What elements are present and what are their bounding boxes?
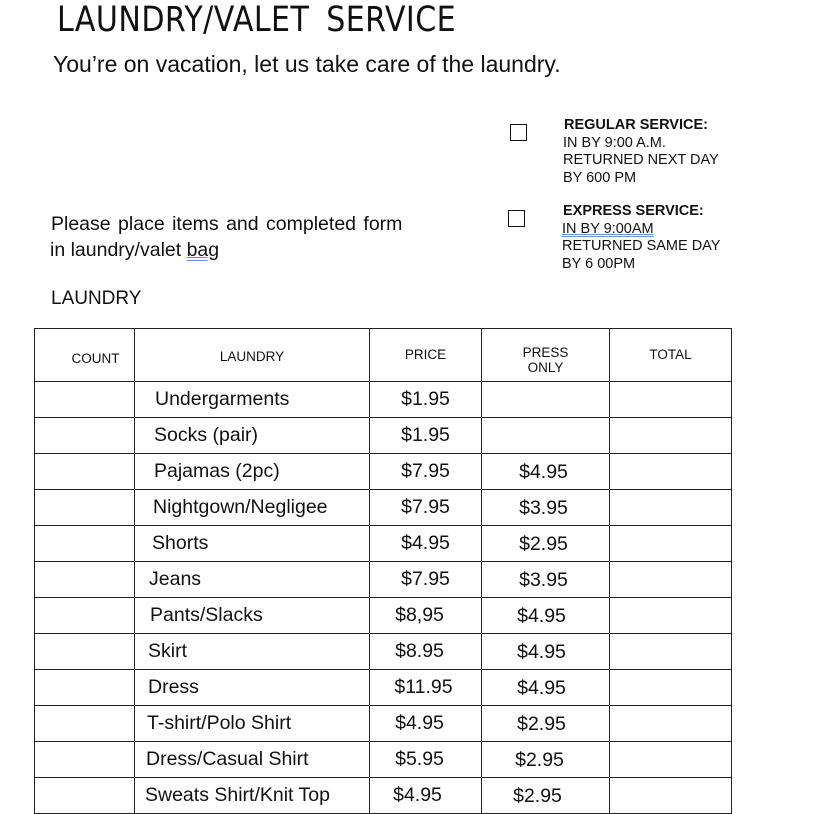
item-press-price: $2.95 (482, 742, 610, 778)
count-cell[interactable] (35, 562, 135, 598)
count-cell[interactable] (35, 742, 135, 778)
item-price: $5.95 (370, 742, 482, 778)
item-price: $1.95 (370, 382, 482, 418)
item-name: Dress/Casual Shirt (135, 742, 370, 778)
header-price: PRICE (370, 329, 482, 382)
count-cell[interactable] (35, 706, 135, 742)
count-cell[interactable] (35, 382, 135, 418)
total-cell[interactable] (610, 490, 732, 526)
express-service-checkbox[interactable] (508, 210, 525, 227)
section-label-laundry: LAUNDRY (51, 288, 142, 309)
regular-service-line: IN BY 9:00 A.M. (563, 134, 666, 151)
total-cell[interactable] (610, 742, 732, 778)
express-service-info (562, 203, 720, 273)
table-row (35, 562, 732, 598)
header-laundry: LAUNDRY (135, 329, 370, 382)
item-price: $1.95 (370, 418, 482, 454)
express-service-line: IN BY 9:00AM (562, 220, 654, 237)
table-row (35, 778, 732, 814)
total-cell[interactable] (610, 634, 732, 670)
express-service-title: EXPRESS SERVICE: (563, 203, 704, 219)
item-price: $4.95 (370, 526, 482, 562)
count-cell[interactable] (35, 670, 135, 706)
item-name: Skirt (135, 634, 370, 670)
item-press-price: $2.95 (482, 526, 610, 562)
item-price: $8.95 (370, 634, 482, 670)
item-press-price: $2.95 (482, 706, 610, 742)
item-name: Undergarments (135, 382, 370, 418)
express-service-line: BY 6 00PM (562, 255, 636, 272)
item-price: $11.95 (370, 670, 482, 706)
laundry-price-table (34, 328, 732, 814)
total-cell[interactable] (610, 670, 732, 706)
table-row (35, 742, 732, 778)
total-cell[interactable] (610, 526, 732, 562)
header-press-line1: PRESS (522, 345, 569, 360)
item-press-price: $3.95 (482, 562, 610, 598)
count-cell[interactable] (35, 490, 135, 526)
page-title: LAUNDRY/VALET SERVICE (57, 0, 457, 40)
total-cell[interactable] (610, 598, 732, 634)
page-subtitle: You’re on vacation, let us take care of the laundry. (53, 51, 561, 77)
header-total: TOTAL (610, 329, 732, 382)
regular-service-line: RETURNED NEXT DAY (563, 152, 719, 168)
item-price: $7.95 (370, 562, 482, 598)
total-cell[interactable] (610, 382, 732, 418)
count-cell[interactable] (35, 454, 135, 490)
item-name: Jeans (135, 562, 370, 598)
table-body (35, 382, 732, 814)
item-price: $4.95 (370, 778, 482, 814)
item-press-price: $4.95 (482, 454, 610, 490)
item-name: Socks (pair) (135, 418, 370, 454)
item-name: Shorts (135, 526, 370, 562)
total-cell[interactable] (610, 562, 732, 598)
item-press-price: $4.95 (482, 670, 610, 706)
instructions-line-2 (50, 237, 430, 263)
count-cell[interactable] (35, 634, 135, 670)
table-header-row (35, 329, 732, 382)
instructions-line-1: Please place items and completed form (51, 213, 403, 235)
table-row (35, 490, 732, 526)
table-row (35, 670, 732, 706)
item-press-price (482, 382, 610, 418)
item-press-price: $4.95 (482, 634, 610, 670)
item-price: $7.95 (370, 490, 482, 526)
item-name: T-shirt/Polo Shirt (135, 706, 370, 742)
count-cell[interactable] (35, 598, 135, 634)
table-row (35, 382, 732, 418)
regular-service-checkbox[interactable] (510, 124, 527, 141)
total-cell[interactable] (610, 454, 732, 490)
count-cell[interactable] (35, 778, 135, 814)
item-name: Pants/Slacks (135, 598, 370, 634)
total-cell[interactable] (610, 706, 732, 742)
table-row (35, 706, 732, 742)
item-price: $4.95 (370, 706, 482, 742)
item-press-price: $3.95 (482, 490, 610, 526)
total-cell[interactable] (610, 418, 732, 454)
item-name: Sweats Shirt/Knit Top (135, 778, 370, 814)
header-press-line2: ONLY (527, 360, 564, 375)
count-cell[interactable] (35, 418, 135, 454)
table-row (35, 526, 732, 562)
header-count: COUNT (35, 329, 135, 382)
table-row (35, 418, 732, 454)
instructions-text (50, 211, 430, 263)
instructions-line-2-text: in laundry/valet (50, 239, 187, 261)
item-price: $8,95 (370, 598, 482, 634)
item-press-price: $2.95 (482, 778, 610, 814)
instructions-bag-word: bag (186, 239, 220, 261)
regular-service-title: REGULAR SERVICE: (564, 117, 708, 133)
item-press-price (482, 418, 610, 454)
item-press-price: $4.95 (482, 598, 610, 634)
table-row (35, 634, 732, 670)
regular-service-line: BY 600 PM (563, 169, 637, 186)
count-cell[interactable] (35, 526, 135, 562)
item-name: Nightgown/Negligee (135, 490, 370, 526)
item-name: Pajamas (2pc) (135, 454, 370, 490)
express-service-line: RETURNED SAME DAY (562, 238, 721, 254)
table-row (35, 598, 732, 634)
item-name: Dress (135, 670, 370, 706)
total-cell[interactable] (610, 778, 732, 814)
header-press-only (482, 329, 610, 382)
item-price: $7.95 (370, 454, 482, 490)
table-row (35, 454, 732, 490)
regular-service-info (563, 117, 719, 187)
